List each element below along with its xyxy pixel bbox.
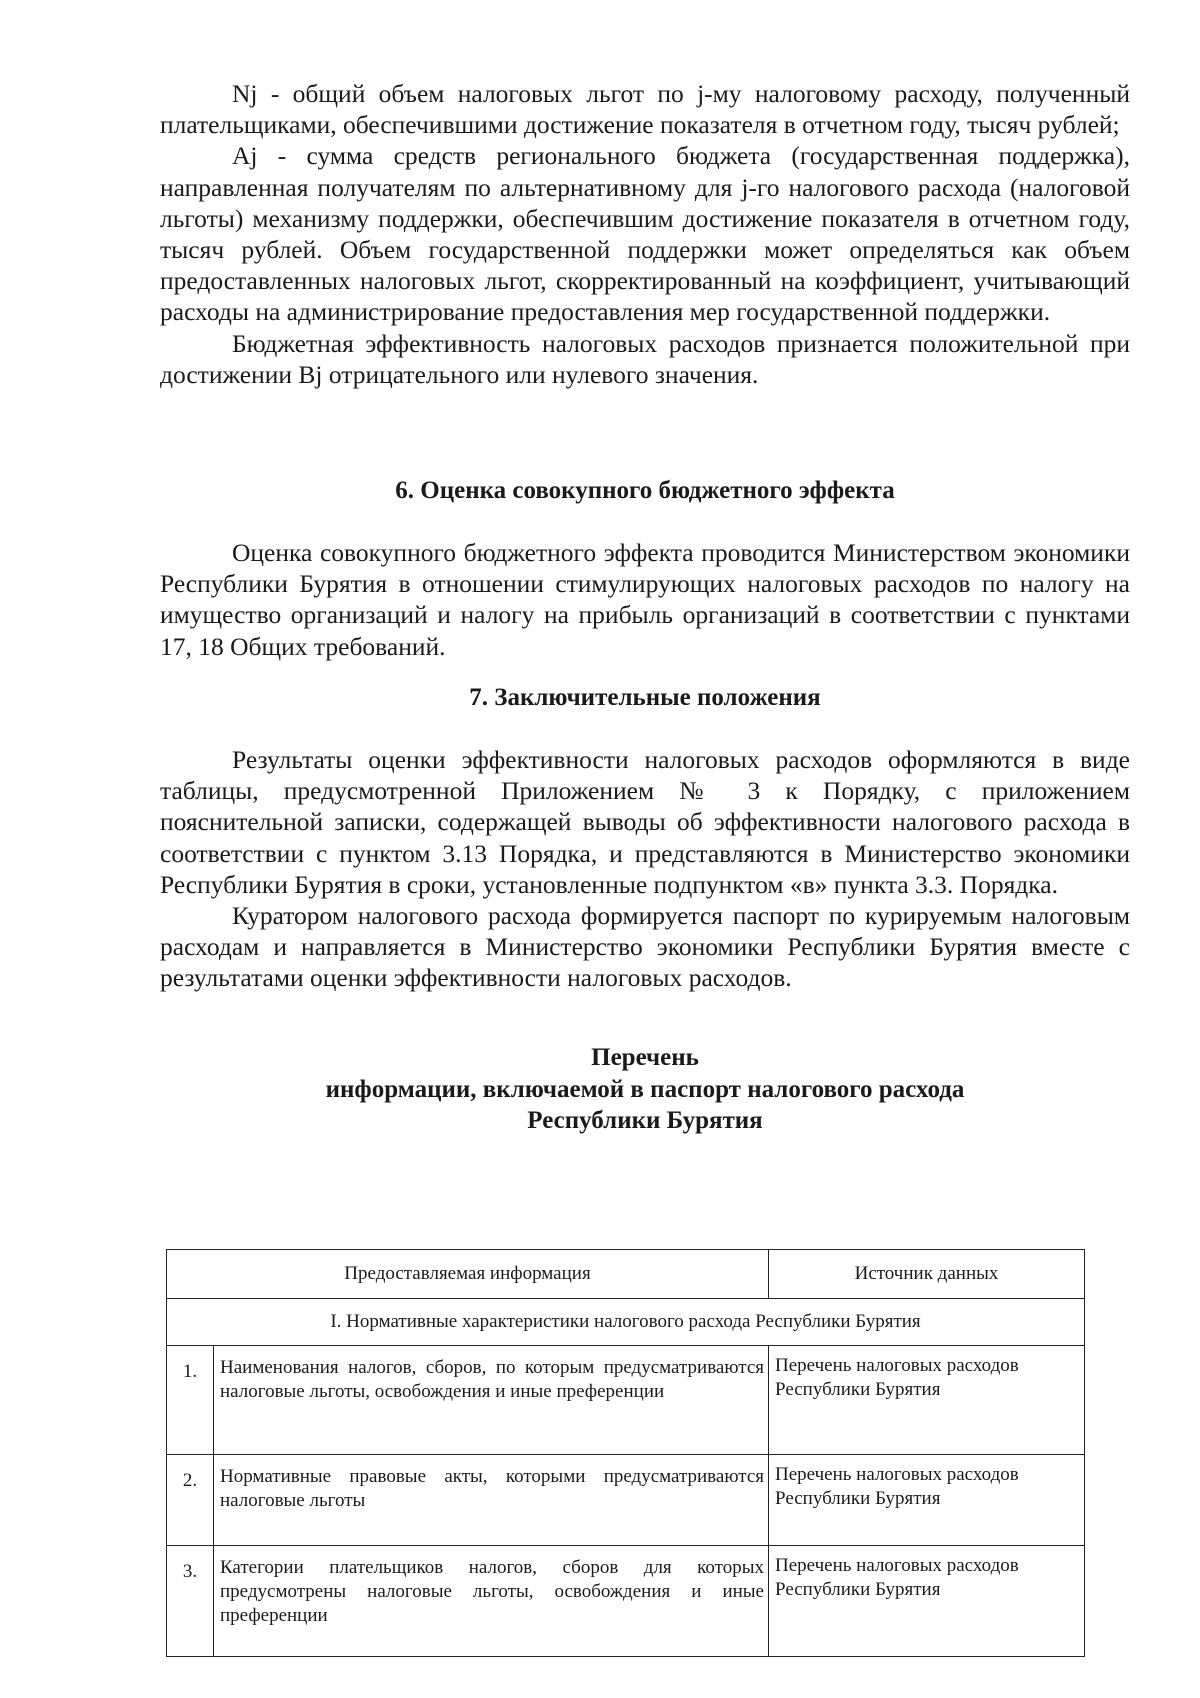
header-data-source: Источник данных (769, 1250, 1085, 1299)
row-source: Перечень налоговых расходов Республики Бурятия (769, 1455, 1085, 1546)
row-number: 2. (167, 1455, 214, 1546)
row-info: Наименования налогов, сборов, по которым предусматриваются налоговые льготы, освобождения и иные преференции (214, 1346, 769, 1455)
list-title-line-3: Республики Бурятия (527, 1107, 763, 1134)
section-1-title: I. Нормативные характеристики налогового расхода Республики Бурятия (167, 1299, 1085, 1346)
section-6-paragraph: Оценка совокупного бюджетного эффекта проводится Министерством экономики Республики Бурятия в отношении стимулирующих налоговых расходов по налогу на имущество организаций и налогу на прибыль организаций в соответствии с пунктами 17, 18 Общих требований. (160, 538, 1130, 661)
header-provided-info: Предоставляемая информация (167, 1250, 769, 1299)
list-title-line-1: Перечень (591, 1044, 699, 1071)
row-info: Нормативные правовые акты, которыми предусматриваются налоговые льготы (214, 1455, 769, 1546)
list-title-line-2: информации, включаемой в паспорт налогового расхода (325, 1075, 965, 1103)
row-source: Перечень налоговых расходов Республики Бурятия (769, 1546, 1085, 1657)
table-header-row (167, 1250, 1085, 1299)
section-7-heading: 7. Заключительные положения (469, 684, 821, 711)
table-section-row (167, 1299, 1085, 1346)
passport-info-table (166, 1249, 1085, 1657)
row-source: Перечень налоговых расходов Республики Бурятия (769, 1346, 1085, 1455)
list-title (160, 1042, 1130, 1137)
table-row (167, 1455, 1085, 1546)
paragraph-efficiency: Бюджетная эффективность налоговых расходов признается положительной при достижении Bj отрицательного или нулевого значения. (160, 328, 1130, 389)
table-row (167, 1346, 1085, 1455)
row-number: 3. (167, 1546, 214, 1657)
table-row (167, 1546, 1085, 1657)
paragraph-aj: Aj - сумма средств регионального бюджета (государственная поддержка), направленная получателям по альтернативному для j-го налогового расхода (налоговой льготы) механизму поддержки, обеспечившим достижение показателя в отчетном году, тысяч рублей. Объем государственной поддержки может определяться как объем предоставленных налоговых льгот, скорректированный на коэффициент, учитывающий расходы на администрирование предоставления мер государственной поддержки. (160, 141, 1130, 327)
section-7-text (160, 744, 1130, 994)
paragraph-nj: Nj - общий объем налоговых льгот по j-му налоговому расходу, полученный плательщиками, обеспечившими достижение показателя в отчетном году, тысяч рублей; (160, 79, 1130, 140)
row-number: 1. (167, 1346, 214, 1455)
section-6-heading: 6. Оценка совокупного бюджетного эффекта (395, 477, 895, 504)
section-6-text (160, 537, 1130, 662)
section-7-paragraph-2: Куратором налогового расхода формируется паспорт по курируемым налоговым расходам и направляется в Министерство экономики Республики Бурятия вместе с результатами оценки эффективности налоговых расходов. (160, 901, 1130, 993)
intro-text (160, 78, 1130, 390)
section-7-paragraph-1: Результаты оценки эффективности налоговых расходов оформляются в виде таблицы, предусмотренной Приложением № 3 к Порядку, с приложением пояснительной записки, содержащей выводы об эффективности налогового расхода в соответствии с пунктом 3.13 Порядка, и представляются в Министерство экономики Республики Бурятия в сроки, установленные подпунктом «в» пункта 3.3. Порядка. (160, 745, 1130, 899)
row-info: Категории плательщиков налогов, сборов для которых предусмотрены налоговые льготы, освобождения и иные преференции (214, 1546, 769, 1657)
